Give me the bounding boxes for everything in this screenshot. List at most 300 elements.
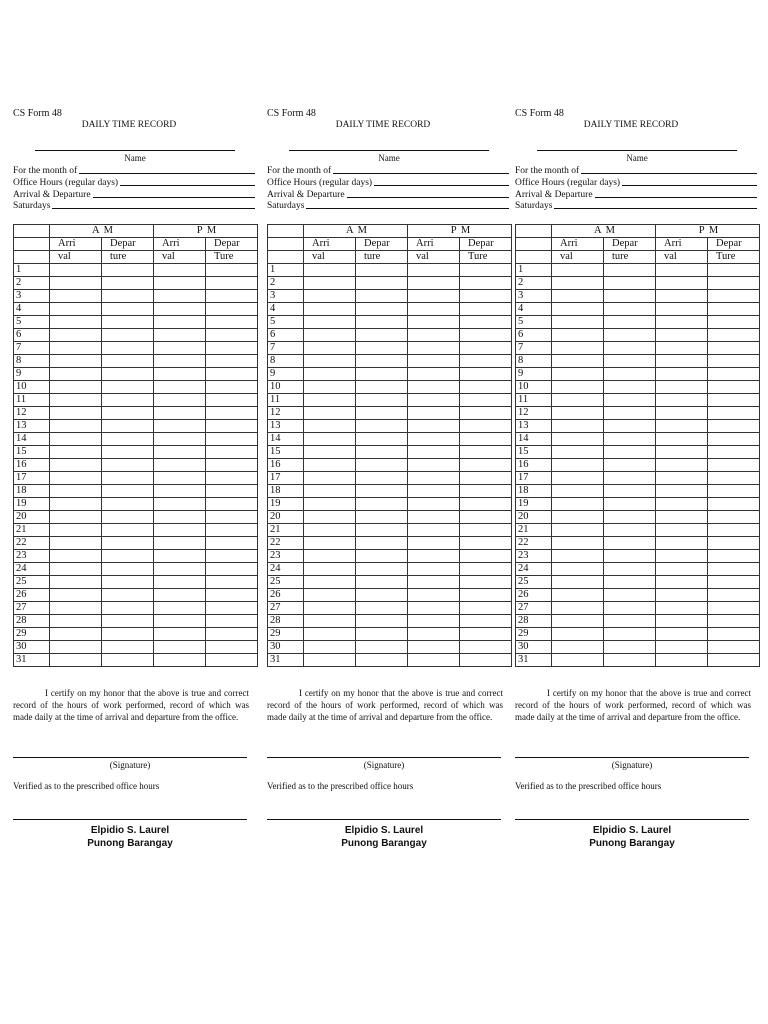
pm-arrival-cell[interactable] (408, 472, 460, 485)
pm-arrival-cell[interactable] (656, 342, 708, 355)
pm-arrival-cell[interactable] (408, 641, 460, 654)
pm-arrival-cell[interactable] (408, 537, 460, 550)
pm-arrival-cell[interactable] (656, 329, 708, 342)
am-arrival-cell[interactable] (50, 394, 102, 407)
am-departure-cell[interactable] (102, 537, 154, 550)
pm-arrival-cell[interactable] (656, 485, 708, 498)
pm-departure-cell[interactable] (206, 290, 258, 303)
pm-arrival-cell[interactable] (408, 342, 460, 355)
pm-departure-cell[interactable] (460, 407, 512, 420)
am-arrival-cell[interactable] (304, 420, 356, 433)
am-departure-cell[interactable] (604, 641, 656, 654)
pm-arrival-cell[interactable] (154, 563, 206, 576)
pm-arrival-cell[interactable] (408, 394, 460, 407)
am-departure-cell[interactable] (604, 589, 656, 602)
am-arrival-cell[interactable] (304, 628, 356, 641)
pm-arrival-cell[interactable] (656, 303, 708, 316)
am-departure-cell[interactable] (604, 654, 656, 667)
pm-arrival-cell[interactable] (408, 602, 460, 615)
am-arrival-cell[interactable] (304, 433, 356, 446)
pm-arrival-cell[interactable] (656, 472, 708, 485)
pm-arrival-cell[interactable] (408, 589, 460, 602)
pm-arrival-cell[interactable] (154, 381, 206, 394)
pm-departure-cell[interactable] (460, 355, 512, 368)
am-departure-cell[interactable] (102, 654, 154, 667)
am-arrival-cell[interactable] (304, 537, 356, 550)
am-arrival-cell[interactable] (304, 446, 356, 459)
pm-arrival-cell[interactable] (408, 459, 460, 472)
pm-departure-cell[interactable] (708, 589, 760, 602)
pm-departure-cell[interactable] (460, 498, 512, 511)
pm-arrival-cell[interactable] (408, 368, 460, 381)
pm-departure-cell[interactable] (206, 563, 258, 576)
am-departure-cell[interactable] (356, 381, 408, 394)
pm-departure-cell[interactable] (206, 615, 258, 628)
am-arrival-cell[interactable] (50, 472, 102, 485)
am-departure-cell[interactable] (356, 355, 408, 368)
am-arrival-cell[interactable] (304, 394, 356, 407)
pm-departure-cell[interactable] (206, 264, 258, 277)
am-arrival-cell[interactable] (304, 290, 356, 303)
pm-departure-cell[interactable] (708, 576, 760, 589)
am-departure-cell[interactable] (604, 524, 656, 537)
pm-arrival-cell[interactable] (154, 368, 206, 381)
pm-departure-cell[interactable] (206, 446, 258, 459)
am-arrival-cell[interactable] (304, 589, 356, 602)
pm-arrival-cell[interactable] (656, 511, 708, 524)
am-arrival-cell[interactable] (304, 316, 356, 329)
am-departure-cell[interactable] (356, 277, 408, 290)
am-arrival-cell[interactable] (50, 511, 102, 524)
am-departure-cell[interactable] (604, 355, 656, 368)
am-departure-cell[interactable] (604, 472, 656, 485)
am-arrival-cell[interactable] (552, 264, 604, 277)
pm-arrival-cell[interactable] (408, 381, 460, 394)
am-departure-cell[interactable] (604, 290, 656, 303)
am-departure-cell[interactable] (604, 485, 656, 498)
am-departure-cell[interactable] (102, 485, 154, 498)
pm-departure-cell[interactable] (708, 342, 760, 355)
pm-departure-cell[interactable] (206, 472, 258, 485)
pm-departure-cell[interactable] (206, 485, 258, 498)
am-arrival-cell[interactable] (304, 615, 356, 628)
pm-arrival-cell[interactable] (154, 641, 206, 654)
am-departure-cell[interactable] (604, 498, 656, 511)
am-departure-cell[interactable] (604, 602, 656, 615)
pm-departure-cell[interactable] (206, 511, 258, 524)
am-departure-cell[interactable] (604, 342, 656, 355)
am-arrival-cell[interactable] (50, 654, 102, 667)
pm-arrival-cell[interactable] (408, 498, 460, 511)
pm-departure-cell[interactable] (708, 485, 760, 498)
pm-arrival-cell[interactable] (154, 511, 206, 524)
am-arrival-cell[interactable] (50, 290, 102, 303)
am-departure-cell[interactable] (604, 394, 656, 407)
am-departure-cell[interactable] (604, 277, 656, 290)
am-arrival-cell[interactable] (50, 329, 102, 342)
pm-departure-cell[interactable] (206, 355, 258, 368)
pm-departure-cell[interactable] (708, 394, 760, 407)
am-arrival-cell[interactable] (50, 563, 102, 576)
am-departure-cell[interactable] (102, 342, 154, 355)
am-departure-cell[interactable] (356, 446, 408, 459)
pm-arrival-cell[interactable] (154, 342, 206, 355)
am-arrival-cell[interactable] (50, 537, 102, 550)
pm-arrival-cell[interactable] (656, 277, 708, 290)
am-arrival-cell[interactable] (304, 563, 356, 576)
am-arrival-cell[interactable] (50, 420, 102, 433)
am-departure-cell[interactable] (102, 602, 154, 615)
pm-departure-cell[interactable] (708, 368, 760, 381)
am-arrival-cell[interactable] (552, 303, 604, 316)
am-departure-cell[interactable] (102, 264, 154, 277)
pm-arrival-cell[interactable] (154, 576, 206, 589)
am-arrival-cell[interactable] (552, 615, 604, 628)
am-departure-cell[interactable] (604, 407, 656, 420)
am-departure-cell[interactable] (102, 394, 154, 407)
am-departure-cell[interactable] (356, 654, 408, 667)
pm-departure-cell[interactable] (708, 641, 760, 654)
pm-arrival-cell[interactable] (656, 498, 708, 511)
am-departure-cell[interactable] (356, 368, 408, 381)
pm-departure-cell[interactable] (460, 602, 512, 615)
am-arrival-cell[interactable] (552, 420, 604, 433)
pm-departure-cell[interactable] (708, 446, 760, 459)
am-departure-cell[interactable] (356, 563, 408, 576)
pm-arrival-cell[interactable] (656, 355, 708, 368)
pm-departure-cell[interactable] (708, 407, 760, 420)
pm-arrival-cell[interactable] (154, 602, 206, 615)
am-departure-cell[interactable] (604, 264, 656, 277)
pm-arrival-cell[interactable] (656, 563, 708, 576)
pm-departure-cell[interactable] (708, 524, 760, 537)
am-departure-cell[interactable] (102, 576, 154, 589)
pm-departure-cell[interactable] (708, 433, 760, 446)
pm-departure-cell[interactable] (708, 498, 760, 511)
pm-arrival-cell[interactable] (154, 290, 206, 303)
am-arrival-cell[interactable] (304, 342, 356, 355)
am-arrival-cell[interactable] (304, 511, 356, 524)
am-departure-cell[interactable] (102, 407, 154, 420)
am-arrival-cell[interactable] (304, 550, 356, 563)
am-departure-cell[interactable] (356, 329, 408, 342)
pm-departure-cell[interactable] (460, 628, 512, 641)
pm-arrival-cell[interactable] (656, 446, 708, 459)
pm-departure-cell[interactable] (460, 446, 512, 459)
am-departure-cell[interactable] (356, 472, 408, 485)
pm-departure-cell[interactable] (708, 381, 760, 394)
am-departure-cell[interactable] (102, 563, 154, 576)
am-departure-cell[interactable] (604, 563, 656, 576)
am-arrival-cell[interactable] (552, 524, 604, 537)
am-arrival-cell[interactable] (552, 654, 604, 667)
pm-departure-cell[interactable] (206, 277, 258, 290)
pm-arrival-cell[interactable] (656, 459, 708, 472)
pm-arrival-cell[interactable] (656, 602, 708, 615)
pm-arrival-cell[interactable] (154, 316, 206, 329)
pm-arrival-cell[interactable] (154, 303, 206, 316)
pm-arrival-cell[interactable] (154, 589, 206, 602)
am-arrival-cell[interactable] (552, 342, 604, 355)
am-arrival-cell[interactable] (552, 472, 604, 485)
pm-departure-cell[interactable] (708, 420, 760, 433)
pm-departure-cell[interactable] (460, 433, 512, 446)
pm-arrival-cell[interactable] (154, 524, 206, 537)
pm-departure-cell[interactable] (460, 381, 512, 394)
am-arrival-cell[interactable] (50, 342, 102, 355)
am-departure-cell[interactable] (604, 329, 656, 342)
am-departure-cell[interactable] (604, 576, 656, 589)
pm-arrival-cell[interactable] (408, 615, 460, 628)
pm-arrival-cell[interactable] (154, 485, 206, 498)
pm-departure-cell[interactable] (708, 355, 760, 368)
am-departure-cell[interactable] (356, 485, 408, 498)
pm-arrival-cell[interactable] (656, 576, 708, 589)
am-departure-cell[interactable] (102, 511, 154, 524)
pm-arrival-cell[interactable] (656, 550, 708, 563)
am-arrival-cell[interactable] (304, 641, 356, 654)
pm-departure-cell[interactable] (460, 316, 512, 329)
am-arrival-cell[interactable] (50, 277, 102, 290)
am-arrival-cell[interactable] (304, 355, 356, 368)
pm-departure-cell[interactable] (460, 277, 512, 290)
pm-arrival-cell[interactable] (408, 576, 460, 589)
am-arrival-cell[interactable] (50, 316, 102, 329)
am-arrival-cell[interactable] (304, 524, 356, 537)
am-departure-cell[interactable] (356, 511, 408, 524)
am-departure-cell[interactable] (356, 576, 408, 589)
am-departure-cell[interactable] (356, 589, 408, 602)
pm-departure-cell[interactable] (460, 641, 512, 654)
am-arrival-cell[interactable] (304, 381, 356, 394)
pm-arrival-cell[interactable] (408, 563, 460, 576)
pm-arrival-cell[interactable] (408, 329, 460, 342)
am-arrival-cell[interactable] (50, 498, 102, 511)
am-departure-cell[interactable] (604, 420, 656, 433)
am-departure-cell[interactable] (356, 394, 408, 407)
am-arrival-cell[interactable] (552, 407, 604, 420)
am-arrival-cell[interactable] (50, 407, 102, 420)
pm-arrival-cell[interactable] (154, 654, 206, 667)
pm-arrival-cell[interactable] (154, 459, 206, 472)
am-departure-cell[interactable] (356, 264, 408, 277)
pm-arrival-cell[interactable] (408, 355, 460, 368)
pm-departure-cell[interactable] (708, 264, 760, 277)
am-arrival-cell[interactable] (50, 485, 102, 498)
am-arrival-cell[interactable] (304, 407, 356, 420)
pm-departure-cell[interactable] (206, 524, 258, 537)
pm-departure-cell[interactable] (708, 537, 760, 550)
am-departure-cell[interactable] (356, 303, 408, 316)
pm-departure-cell[interactable] (460, 550, 512, 563)
am-departure-cell[interactable] (604, 550, 656, 563)
am-departure-cell[interactable] (604, 615, 656, 628)
pm-arrival-cell[interactable] (154, 264, 206, 277)
am-arrival-cell[interactable] (552, 355, 604, 368)
pm-arrival-cell[interactable] (154, 472, 206, 485)
pm-departure-cell[interactable] (206, 628, 258, 641)
pm-departure-cell[interactable] (460, 472, 512, 485)
pm-departure-cell[interactable] (460, 329, 512, 342)
pm-arrival-cell[interactable] (656, 381, 708, 394)
am-arrival-cell[interactable] (50, 355, 102, 368)
pm-departure-cell[interactable] (708, 563, 760, 576)
pm-arrival-cell[interactable] (656, 524, 708, 537)
pm-departure-cell[interactable] (206, 459, 258, 472)
pm-departure-cell[interactable] (206, 576, 258, 589)
am-arrival-cell[interactable] (50, 264, 102, 277)
am-arrival-cell[interactable] (552, 394, 604, 407)
am-departure-cell[interactable] (604, 381, 656, 394)
am-departure-cell[interactable] (102, 472, 154, 485)
am-departure-cell[interactable] (356, 290, 408, 303)
am-departure-cell[interactable] (356, 537, 408, 550)
pm-departure-cell[interactable] (460, 303, 512, 316)
am-arrival-cell[interactable] (552, 602, 604, 615)
am-departure-cell[interactable] (356, 498, 408, 511)
pm-departure-cell[interactable] (708, 303, 760, 316)
am-departure-cell[interactable] (102, 446, 154, 459)
pm-arrival-cell[interactable] (408, 407, 460, 420)
pm-departure-cell[interactable] (460, 420, 512, 433)
am-arrival-cell[interactable] (552, 576, 604, 589)
am-arrival-cell[interactable] (304, 303, 356, 316)
am-departure-cell[interactable] (102, 355, 154, 368)
pm-departure-cell[interactable] (460, 368, 512, 381)
am-departure-cell[interactable] (102, 290, 154, 303)
pm-departure-cell[interactable] (460, 524, 512, 537)
am-arrival-cell[interactable] (552, 589, 604, 602)
pm-arrival-cell[interactable] (154, 498, 206, 511)
pm-arrival-cell[interactable] (154, 615, 206, 628)
am-arrival-cell[interactable] (304, 498, 356, 511)
pm-departure-cell[interactable] (460, 654, 512, 667)
pm-departure-cell[interactable] (460, 511, 512, 524)
pm-arrival-cell[interactable] (154, 420, 206, 433)
am-departure-cell[interactable] (604, 511, 656, 524)
am-arrival-cell[interactable] (552, 550, 604, 563)
am-arrival-cell[interactable] (552, 329, 604, 342)
pm-departure-cell[interactable] (708, 628, 760, 641)
am-departure-cell[interactable] (102, 420, 154, 433)
am-arrival-cell[interactable] (50, 368, 102, 381)
am-arrival-cell[interactable] (50, 446, 102, 459)
am-departure-cell[interactable] (102, 368, 154, 381)
pm-departure-cell[interactable] (206, 641, 258, 654)
am-departure-cell[interactable] (604, 303, 656, 316)
pm-departure-cell[interactable] (708, 329, 760, 342)
pm-arrival-cell[interactable] (656, 615, 708, 628)
pm-arrival-cell[interactable] (408, 550, 460, 563)
am-arrival-cell[interactable] (304, 329, 356, 342)
pm-departure-cell[interactable] (460, 394, 512, 407)
am-departure-cell[interactable] (102, 550, 154, 563)
pm-departure-cell[interactable] (460, 537, 512, 550)
am-arrival-cell[interactable] (552, 498, 604, 511)
am-arrival-cell[interactable] (304, 485, 356, 498)
am-arrival-cell[interactable] (304, 459, 356, 472)
am-arrival-cell[interactable] (552, 290, 604, 303)
am-arrival-cell[interactable] (304, 654, 356, 667)
am-arrival-cell[interactable] (552, 381, 604, 394)
pm-departure-cell[interactable] (206, 329, 258, 342)
pm-arrival-cell[interactable] (408, 264, 460, 277)
am-departure-cell[interactable] (356, 433, 408, 446)
pm-arrival-cell[interactable] (656, 394, 708, 407)
pm-departure-cell[interactable] (708, 602, 760, 615)
pm-departure-cell[interactable] (206, 654, 258, 667)
pm-departure-cell[interactable] (460, 589, 512, 602)
pm-arrival-cell[interactable] (656, 316, 708, 329)
am-arrival-cell[interactable] (50, 303, 102, 316)
am-departure-cell[interactable] (604, 316, 656, 329)
pm-arrival-cell[interactable] (408, 433, 460, 446)
am-arrival-cell[interactable] (552, 563, 604, 576)
pm-departure-cell[interactable] (460, 485, 512, 498)
am-departure-cell[interactable] (604, 368, 656, 381)
pm-departure-cell[interactable] (460, 459, 512, 472)
pm-departure-cell[interactable] (206, 303, 258, 316)
pm-arrival-cell[interactable] (656, 368, 708, 381)
pm-arrival-cell[interactable] (154, 277, 206, 290)
pm-arrival-cell[interactable] (154, 329, 206, 342)
pm-arrival-cell[interactable] (154, 537, 206, 550)
am-arrival-cell[interactable] (50, 602, 102, 615)
pm-arrival-cell[interactable] (656, 628, 708, 641)
pm-arrival-cell[interactable] (154, 355, 206, 368)
am-arrival-cell[interactable] (304, 602, 356, 615)
pm-departure-cell[interactable] (708, 654, 760, 667)
pm-departure-cell[interactable] (206, 537, 258, 550)
pm-arrival-cell[interactable] (656, 433, 708, 446)
am-departure-cell[interactable] (102, 615, 154, 628)
am-arrival-cell[interactable] (552, 277, 604, 290)
pm-departure-cell[interactable] (206, 498, 258, 511)
am-departure-cell[interactable] (102, 381, 154, 394)
pm-arrival-cell[interactable] (154, 628, 206, 641)
am-arrival-cell[interactable] (552, 485, 604, 498)
am-arrival-cell[interactable] (50, 381, 102, 394)
pm-arrival-cell[interactable] (408, 628, 460, 641)
am-departure-cell[interactable] (102, 433, 154, 446)
pm-arrival-cell[interactable] (656, 264, 708, 277)
am-departure-cell[interactable] (102, 498, 154, 511)
pm-arrival-cell[interactable] (656, 537, 708, 550)
pm-departure-cell[interactable] (206, 381, 258, 394)
am-departure-cell[interactable] (356, 459, 408, 472)
am-arrival-cell[interactable] (552, 459, 604, 472)
am-departure-cell[interactable] (102, 329, 154, 342)
am-arrival-cell[interactable] (304, 472, 356, 485)
pm-arrival-cell[interactable] (408, 446, 460, 459)
pm-arrival-cell[interactable] (656, 654, 708, 667)
am-departure-cell[interactable] (102, 303, 154, 316)
pm-arrival-cell[interactable] (408, 524, 460, 537)
am-departure-cell[interactable] (604, 537, 656, 550)
am-departure-cell[interactable] (356, 628, 408, 641)
am-departure-cell[interactable] (102, 316, 154, 329)
am-arrival-cell[interactable] (50, 641, 102, 654)
pm-departure-cell[interactable] (708, 511, 760, 524)
am-departure-cell[interactable] (356, 524, 408, 537)
pm-arrival-cell[interactable] (656, 641, 708, 654)
pm-departure-cell[interactable] (206, 550, 258, 563)
am-arrival-cell[interactable] (552, 537, 604, 550)
pm-arrival-cell[interactable] (408, 290, 460, 303)
pm-departure-cell[interactable] (708, 459, 760, 472)
am-arrival-cell[interactable] (552, 368, 604, 381)
am-departure-cell[interactable] (102, 589, 154, 602)
